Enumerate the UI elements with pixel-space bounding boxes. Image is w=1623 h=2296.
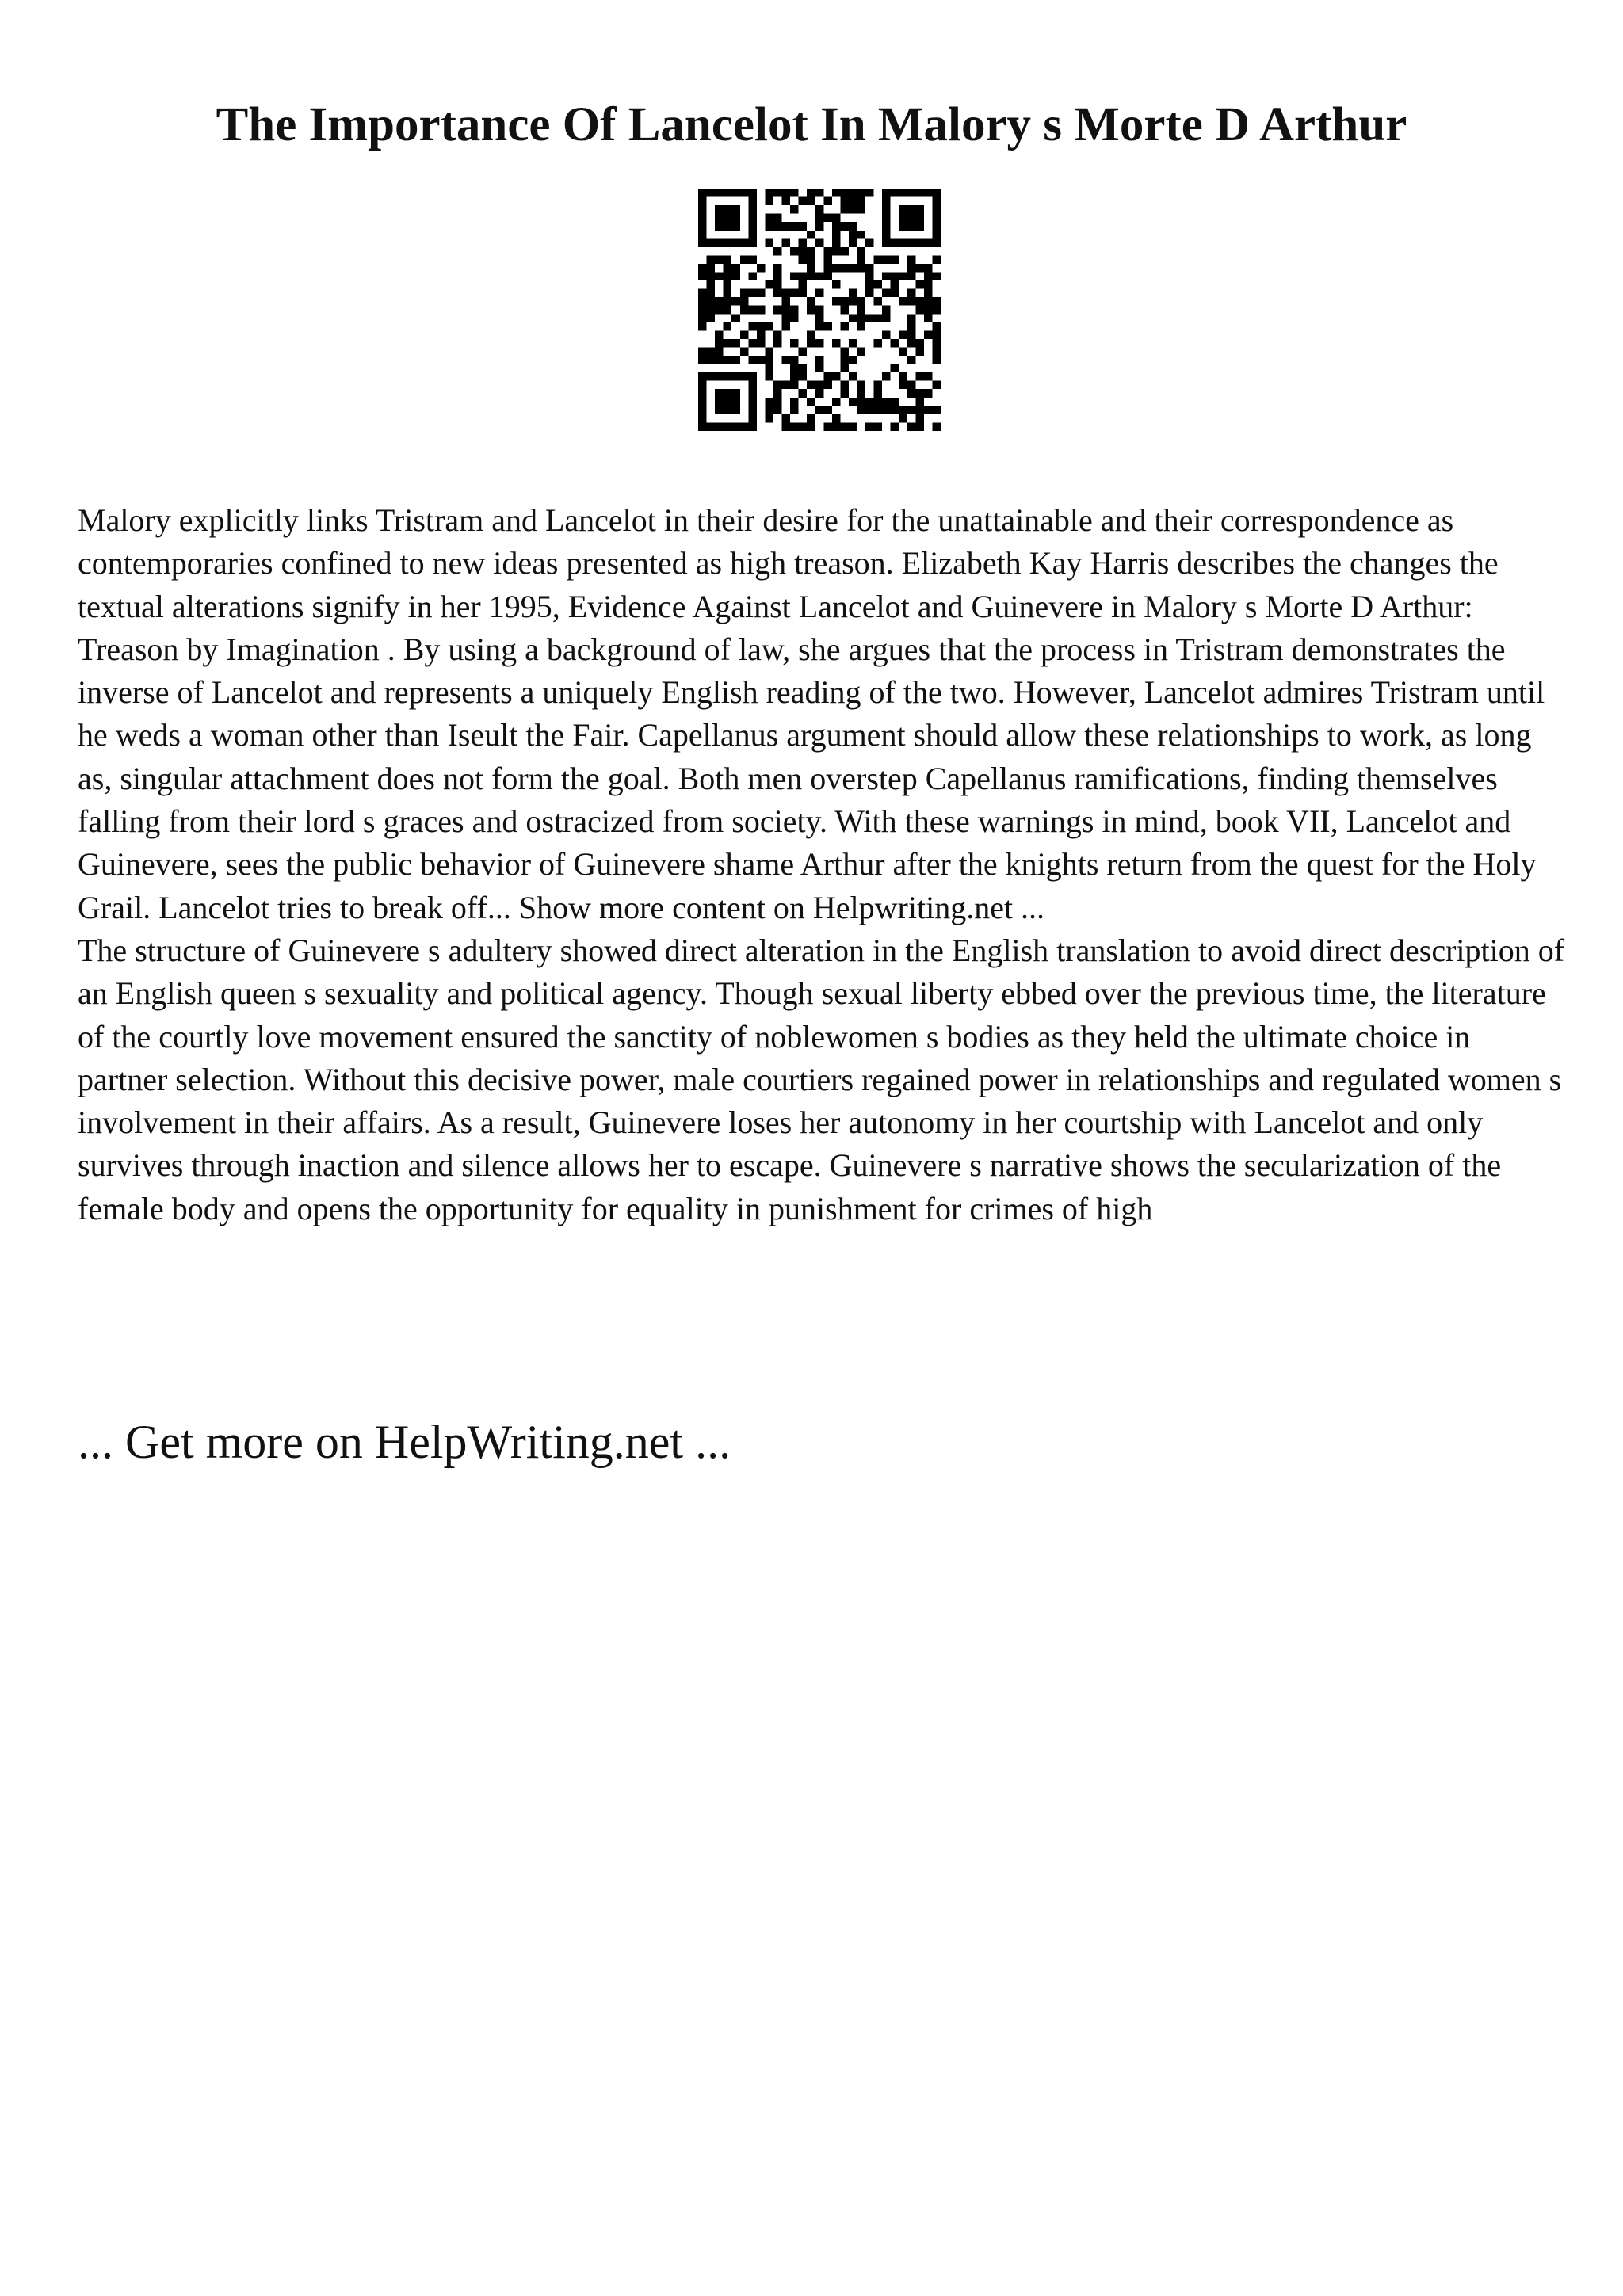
article-body <box>78 499 1568 1230</box>
paragraph: The structure of Guinevere s adultery showed direct alteration in the English translation to avoid direct description of an English queen s sexuality and political agency. Though sexual liberty ebbed over the previous time, the literature of the courtly love movement ensured the sanctity of noblewomen s bodies as they held the ultimate choice in partner selection. Without this decisive power, male courtiers regained power in relationships and regulated women s involvement in their affairs. As a result, Guinevere loses her autonomy in her courtship with Lancelot and only survives through inaction and silence allows her to escape. Guinevere s narrative shows the secularization of the female body and opens the opportunity for equality in punishment for crimes of high <box>78 932 1565 1226</box>
paragraph: Malory explicitly links Tristram and Lancelot in their desire for the unattainable and their correspondence as contemporaries confined to new ideas presented as high treason. Elizabeth Kay Harris describes the changes the textual alterations signify in her 1995, Evidence Against Lancelot and Guinevere in Malory s Morte D Arthur: Treason by Imagination . By using a background of law, she argues that the process in Tristram demonstrates the inverse of Lancelot and represents a uniquely English reading of the two. However, Lancelot admires Tristram until he weds a woman other than Iseult the Fair. Capellanus argument should allow these relationships to work, as long as, singular attachment does not form the goal. Both men overstep Capellanus ramifications, finding themselves falling from their lord s graces and ostracized from society. With these warnings in mind, book VII, Lancelot and Guinevere, sees the public behavior of Guinevere shame Arthur after the knights return from the quest for the Holy Grail. Lancelot tries to break off... Show more content on Helpwriting.net ... <box>78 502 1545 925</box>
get-more-link[interactable]: ... Get more on HelpWriting.net ... <box>78 1416 731 1468</box>
page-title: The Importance Of Lancelot In Malory s Morte D Arthur <box>216 98 1407 151</box>
qr-code-icon <box>698 189 941 431</box>
